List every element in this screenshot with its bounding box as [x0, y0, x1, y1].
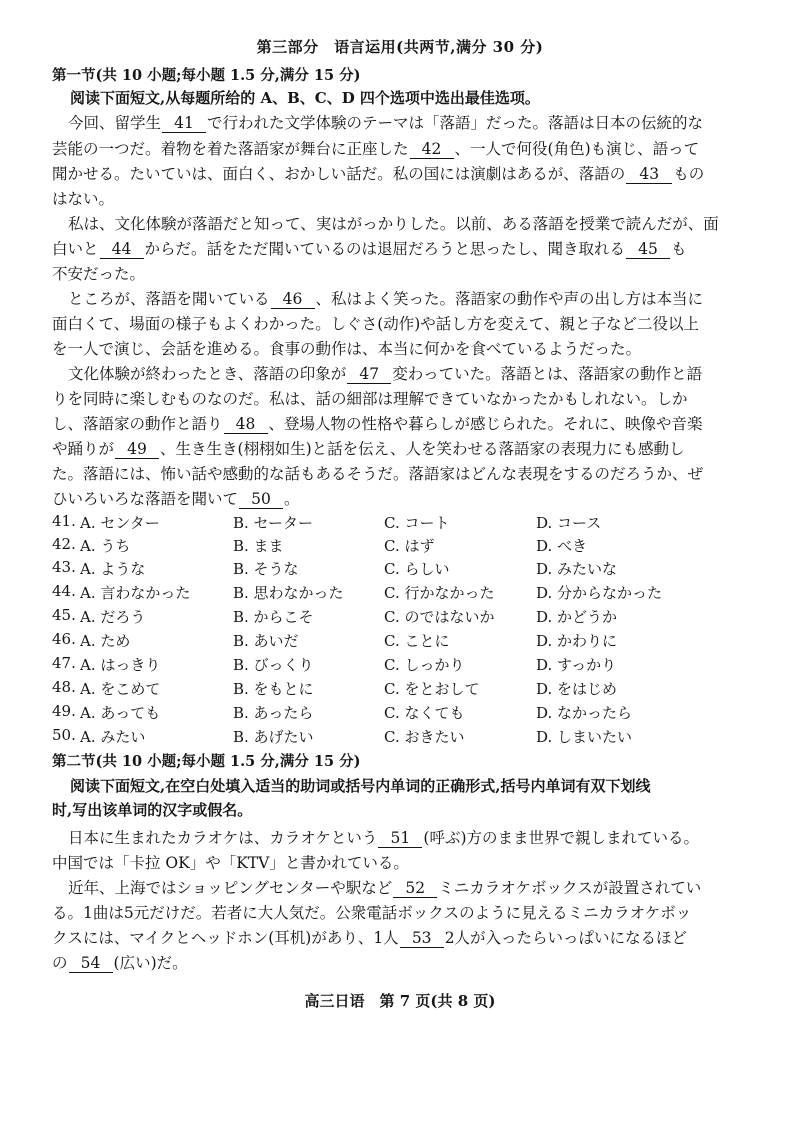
option-c[interactable]: C. コート: [384, 514, 450, 532]
option-d[interactable]: D. かどうか: [536, 608, 618, 626]
blank-45: 45: [626, 241, 670, 259]
option-a[interactable]: A. 言わなかった: [80, 584, 191, 602]
option-row: [0, 702, 800, 724]
option-b[interactable]: B. 思わなかった: [233, 584, 344, 602]
page-footer: 高三日语 第 7 页(共 8 页): [304, 992, 496, 1010]
blank-46: 46: [271, 291, 315, 309]
passage-line: 今回、留学生 41 で行われた文学体験のテーマは「落語」だった。落語は日本の伝統的な: [68, 114, 704, 132]
passage-line: る。1曲は5元だけだ。若者に大人気だ。公衆電話ボックスのように見えるミニカラオケボッ: [52, 904, 692, 922]
passage-line: 白いと 44 からだ。話をただ聞いているのは退屈だろうと思ったし、聞き取れる 45 も: [52, 240, 687, 258]
part-title: 第三部分 语言运用(共两节,满分 30 分): [256, 38, 544, 56]
option-a[interactable]: A. あっても: [80, 704, 161, 722]
passage-line: を一人で演じ、会話を進める。食事の動作は、本当に何かを食べているようだった。: [52, 340, 642, 358]
passage-line: の 54 (広い)だ。: [52, 954, 188, 972]
passage-line: クスには、マイクとヘッドホン(耳机)があり、1人 53 2人が入ったらいっぱいになるほど: [52, 929, 688, 947]
passage-line: 近年、上海ではショッピングセンターや駅など 52 ミニカラオケボックスが設置されてい: [68, 879, 702, 897]
passage-line: はない。: [52, 190, 115, 208]
option-d[interactable]: D. みたいな: [536, 560, 618, 578]
option-row: [0, 726, 800, 748]
option-a[interactable]: A. みたい: [80, 728, 146, 746]
blank-51: 51: [378, 830, 422, 848]
passage-line: 日本に生まれたカラオケは、カラオケという 51 (呼ぶ)方のまま世界で親しまれている。: [68, 829, 699, 847]
option-c[interactable]: C. おきたい: [384, 728, 465, 746]
option-a[interactable]: A. ため: [80, 632, 131, 650]
option-b[interactable]: B. あいだ: [233, 632, 299, 650]
option-d[interactable]: D. なかったら: [536, 704, 633, 722]
option-a[interactable]: A. だろう: [80, 608, 146, 626]
option-d[interactable]: D. コース: [536, 514, 602, 532]
question-number: 45.: [52, 606, 76, 624]
blank-42: 42: [410, 141, 454, 159]
passage-line: し、落語家の動作と語り 48 、登場人物の性格や暮らしが感じられた。それに、映像や音楽: [52, 415, 703, 433]
option-b[interactable]: B. セーター: [233, 514, 313, 532]
passage-line: 芸能の一つだ。着物を着た落語家が舞台に正座した 42 、一人で何役(角色)も演じ、語って: [52, 140, 700, 158]
question-number: 50.: [52, 726, 76, 744]
blank-52: 52: [393, 880, 437, 898]
blank-54: 54: [69, 955, 113, 973]
question-number: 42.: [52, 535, 76, 553]
blank-53: 53: [400, 930, 444, 948]
option-c[interactable]: C. はず: [384, 537, 435, 555]
option-c[interactable]: C. をとおして: [384, 680, 480, 698]
passage-line: 聞かせる。たいていは、面白く、おかしい話だ。私の国には演劇はあるが、落語の 43 もの: [52, 165, 705, 183]
blank-50: 50: [239, 491, 283, 509]
blank-48: 48: [224, 416, 268, 434]
option-d[interactable]: D. をはじめ: [536, 680, 618, 698]
option-a[interactable]: A. うち: [80, 537, 131, 555]
option-d[interactable]: D. しまいたい: [536, 728, 633, 746]
section2-title: 第二节(共 10 小题;每小题 1.5 分,满分 15 分): [52, 753, 361, 770]
option-c[interactable]: C. のではないか: [384, 608, 495, 626]
option-row: [0, 558, 800, 580]
passage-line: 私は、文化体験が落語だと知って、実はがっかりした。以前、ある落語を授業で読んだが、面: [68, 215, 719, 233]
option-a[interactable]: A. ような: [80, 560, 146, 578]
passage-line: 中国では「卡拉 OK」や「KTV」と書かれている。: [52, 854, 409, 872]
option-row: [0, 606, 800, 628]
option-row: [0, 678, 800, 700]
option-b[interactable]: B. びっくり: [233, 656, 314, 674]
option-b[interactable]: B. をもとに: [233, 680, 314, 698]
option-row: [0, 630, 800, 652]
blank-41: 41: [162, 115, 206, 133]
question-number: 44.: [52, 582, 76, 600]
option-c[interactable]: C. ことに: [384, 632, 450, 650]
option-b[interactable]: B. そうな: [233, 560, 299, 578]
option-row: [0, 512, 800, 534]
question-number: 49.: [52, 702, 76, 720]
option-b[interactable]: B. からこそ: [233, 608, 314, 626]
section1-title: 第一节(共 10 小题;每小题 1.5 分,满分 15 分): [52, 67, 361, 84]
passage-line: 面白くて、場面の様子もよくわかった。しぐさ(动作)や話し方を変えて、親と子など二役以上: [52, 315, 699, 333]
question-number: 46.: [52, 630, 76, 648]
option-a[interactable]: A. をこめて: [80, 680, 161, 698]
section2-instruction-cont: 时,写出该单词的汉字或假名。: [52, 801, 253, 819]
passage-line: や踊りが 49 、生き生き(栩栩如生)と話を伝え、人を笑わせる落語家の表現力にも感動し: [52, 440, 685, 458]
question-number: 41.: [52, 512, 76, 530]
passage-line: ひいろいろな落語を聞いて 50 。: [52, 490, 300, 508]
passage-line: 不安だった。: [52, 265, 146, 283]
option-row: [0, 654, 800, 676]
option-c[interactable]: C. らしい: [384, 560, 450, 578]
blank-44: 44: [100, 241, 144, 259]
option-d[interactable]: D. べき: [536, 537, 588, 555]
question-number: 43.: [52, 558, 76, 576]
option-d[interactable]: D. 分からなかった: [536, 584, 663, 602]
option-row: [0, 582, 800, 604]
passage-line: ところが、落語を聞いている 46 、私はよく笑った。落語家の動作や声の出し方は本当に: [68, 290, 704, 308]
option-c[interactable]: C. しっかり: [384, 656, 465, 674]
section2-instruction: 阅读下面短文,在空白处填入适当的助词或括号内单词的正确形式,括号内单词有双下划线: [70, 777, 651, 795]
option-a[interactable]: A. センター: [80, 514, 160, 532]
blank-49: 49: [115, 441, 159, 459]
option-d[interactable]: D. かわりに: [536, 632, 618, 650]
question-number: 48.: [52, 678, 76, 696]
option-c[interactable]: C. なくても: [384, 704, 465, 722]
passage-line: 文化体験が終わったとき、落語の印象が 47 変わっていた。落語とは、落語家の動作と語: [68, 365, 703, 383]
option-d[interactable]: D. すっかり: [536, 656, 617, 674]
option-b[interactable]: B. あげたい: [233, 728, 314, 746]
option-b[interactable]: B. まま: [233, 537, 284, 555]
passage-line: りを同時に楽しむものなのだ。私は、話の細部は理解できていなかったかもしれない。しか: [52, 390, 688, 408]
blank-43: 43: [626, 166, 672, 184]
blank-47: 47: [347, 366, 391, 384]
section1-instruction: 阅读下面短文,从每题所给的 A、B、C、D 四个选项中选出最佳选项。: [70, 89, 540, 107]
question-number: 47.: [52, 654, 76, 672]
option-a[interactable]: A. はっきり: [80, 656, 161, 674]
option-c[interactable]: C. 行かなかった: [384, 584, 495, 602]
passage-line: た。落語には、怖い話や感動的な話もあるそうだ。落語家はどんな表現をするのだろうか、ぜ: [52, 465, 704, 483]
option-b[interactable]: B. あったら: [233, 704, 314, 722]
option-row: [0, 535, 800, 557]
